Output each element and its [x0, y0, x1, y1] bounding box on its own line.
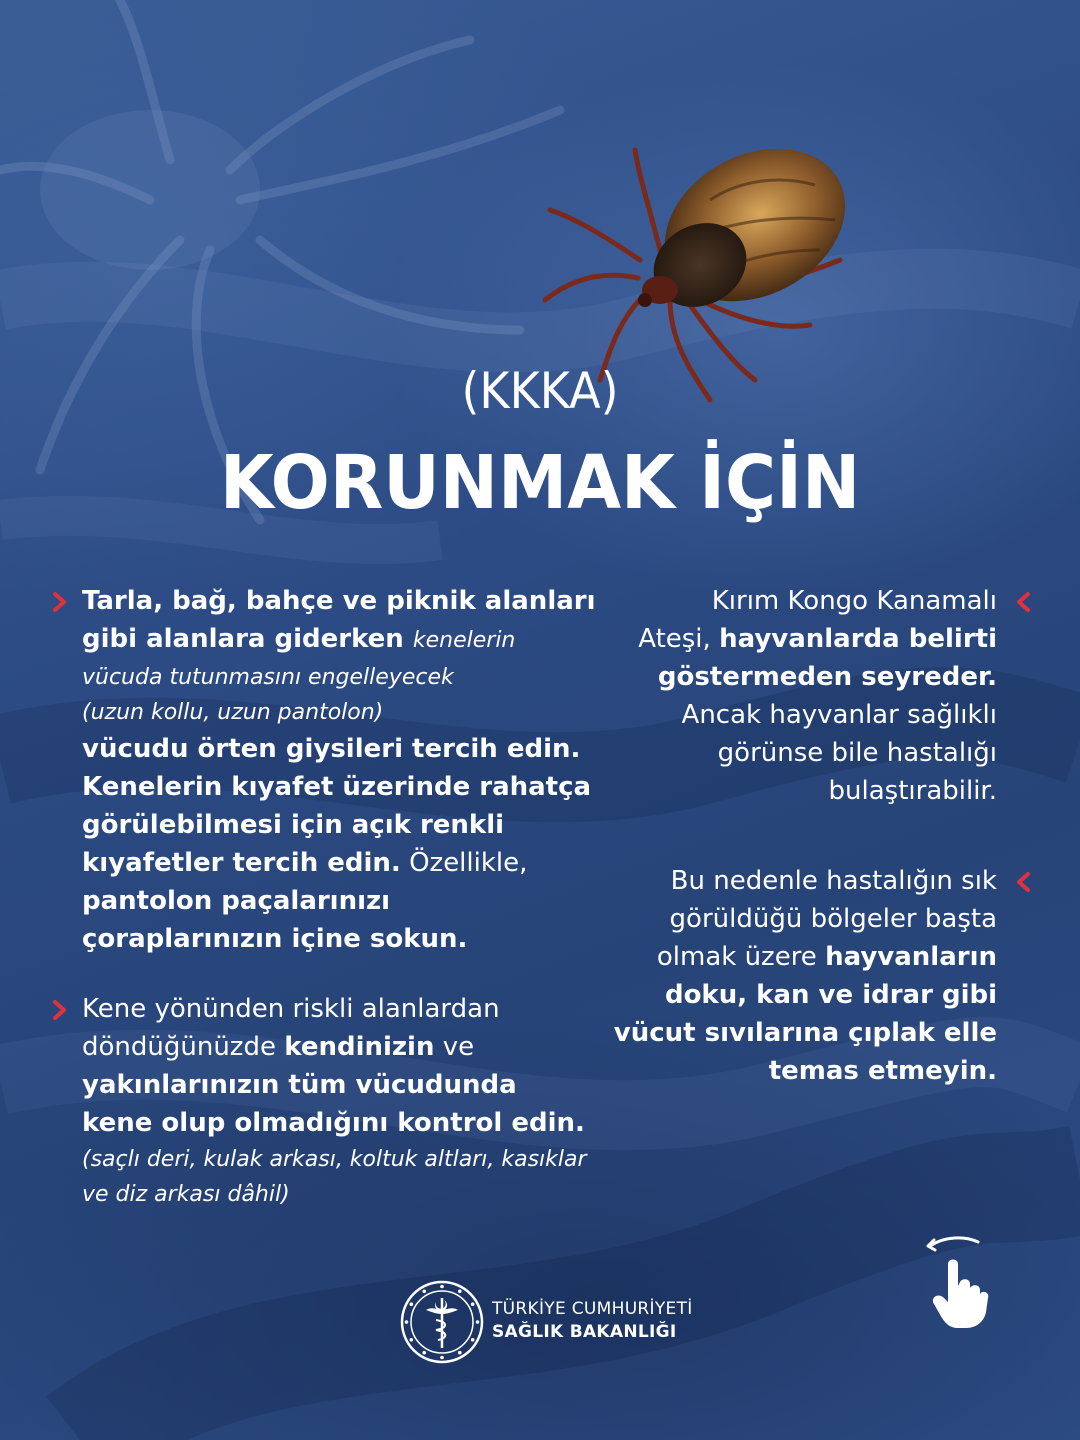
- paragraph-line: [82, 1177, 622, 1212]
- paragraph-line: [82, 1142, 622, 1177]
- paragraph-line: [82, 844, 622, 882]
- text-bold: Tarla, bağ, bahçe ve piknik alanları: [82, 586, 596, 616]
- text-bold: kendinizin: [284, 1032, 435, 1062]
- text-bold: doku, kan ve idrar gibi: [664, 980, 997, 1010]
- advice-body-check: [82, 990, 622, 1212]
- advice-no-bare-hands: [600, 862, 997, 1090]
- text-bold: göstermeden seyreder.: [657, 662, 997, 692]
- text-regular: Kırım Kongo Kanamalı: [711, 586, 997, 616]
- text-regular: Kene yönünden riskli alanlardan: [82, 994, 500, 1024]
- text-bold: görülebilmesi için açık renkli: [82, 810, 505, 840]
- text-italic: kenelerin: [412, 628, 516, 653]
- paragraph-line: [82, 1066, 622, 1104]
- text-bold: vücudu örten giysileri tercih edin.: [82, 734, 581, 764]
- swipe-hand-icon[interactable]: [920, 1232, 1000, 1332]
- paragraph-line: [600, 772, 997, 810]
- text-bold: hayvanların: [825, 942, 997, 972]
- text-regular: Ancak hayvanlar sağlıklı: [681, 700, 997, 730]
- paragraph-line: [82, 660, 622, 695]
- text-bold: çoraplarınızın içine sokun.: [82, 924, 468, 954]
- paragraph-line: [600, 582, 997, 620]
- text-bold: kıyafetler tercih edin.: [82, 848, 401, 878]
- organization-name-line1: TÜRKİYE CUMHURİYETİ: [492, 1299, 693, 1319]
- text-bold: vücut sıvılarına çıplak elle: [613, 1018, 997, 1048]
- paragraph-line: [600, 620, 997, 658]
- paragraph-line: [82, 730, 622, 768]
- paragraph-line: [600, 976, 997, 1014]
- paragraph-line: [600, 734, 997, 772]
- chevron-left-icon: [1015, 591, 1031, 613]
- paragraph-line: [600, 900, 997, 938]
- text-bold: yakınlarınızın tüm vücudunda: [82, 1070, 517, 1100]
- text-regular: döndüğünüzde: [82, 1032, 285, 1062]
- chevron-right-icon: [52, 591, 68, 613]
- paragraph-line: [82, 1028, 622, 1066]
- text-bold: Kenelerin kıyafet üzerinde rahatça: [82, 772, 592, 802]
- text-regular: Özellikle,: [400, 848, 528, 878]
- paragraph-line: [82, 920, 622, 958]
- paragraph-line: [600, 938, 997, 976]
- paragraph-line: [82, 882, 622, 920]
- text-regular: Bu nedenle hastalığın sık: [670, 866, 997, 896]
- paragraph-line: [82, 620, 622, 660]
- paragraph-line: [82, 990, 622, 1028]
- advice-clothing: [82, 582, 622, 958]
- paragraph-line: [600, 696, 997, 734]
- text-italic: (uzun kollu, uzun pantolon): [82, 700, 384, 725]
- paragraph-line: [600, 658, 997, 696]
- paragraph-line: [82, 806, 622, 844]
- title-abbreviation: (KKKA): [461, 362, 619, 420]
- text-bold: temas etmeyin.: [768, 1056, 997, 1086]
- paragraph-line: [82, 768, 622, 806]
- text-regular: bulaştırabilir.: [828, 776, 997, 806]
- chevron-right-icon: [52, 999, 68, 1021]
- text-bold: gibi alanlara giderken: [82, 624, 413, 654]
- right-column: [600, 582, 997, 1122]
- left-column: [82, 582, 622, 1244]
- text-bold: kene olup olmadığını kontrol edin.: [82, 1108, 585, 1138]
- text-regular: görüldüğü bölgeler başta: [669, 904, 997, 934]
- organization-name-line2: SAĞLIK BAKANLIĞI: [492, 1322, 677, 1342]
- ministry-of-health-emblem-icon: [400, 1280, 484, 1364]
- paragraph-line: [82, 582, 622, 620]
- text-regular: Ateşi,: [638, 624, 720, 654]
- chevron-left-icon: [1015, 871, 1031, 893]
- page-title: KORUNMAK İÇİN: [219, 440, 861, 526]
- text-bold: hayvanlarda belirti: [719, 624, 997, 654]
- text-italic: (saçlı deri, kulak arkası, koltuk altları, kasıklar: [82, 1147, 587, 1172]
- info-animals-asymptomatic: [600, 582, 997, 810]
- paragraph-line: [600, 862, 997, 900]
- text-italic: vücuda tutunmasını engelleyecek: [82, 665, 454, 690]
- text-regular: görünse bile hastalığı: [717, 738, 997, 768]
- paragraph-line: [82, 1104, 622, 1142]
- text-bold: pantolon paçalarınızı: [82, 886, 391, 916]
- paragraph-line: [600, 1052, 997, 1090]
- paragraph-line: [82, 695, 622, 730]
- text-regular: ve: [434, 1032, 475, 1062]
- text-regular: olmak üzere: [656, 942, 826, 972]
- paragraph-line: [600, 1014, 997, 1052]
- text-italic: ve diz arkası dâhil): [82, 1182, 290, 1207]
